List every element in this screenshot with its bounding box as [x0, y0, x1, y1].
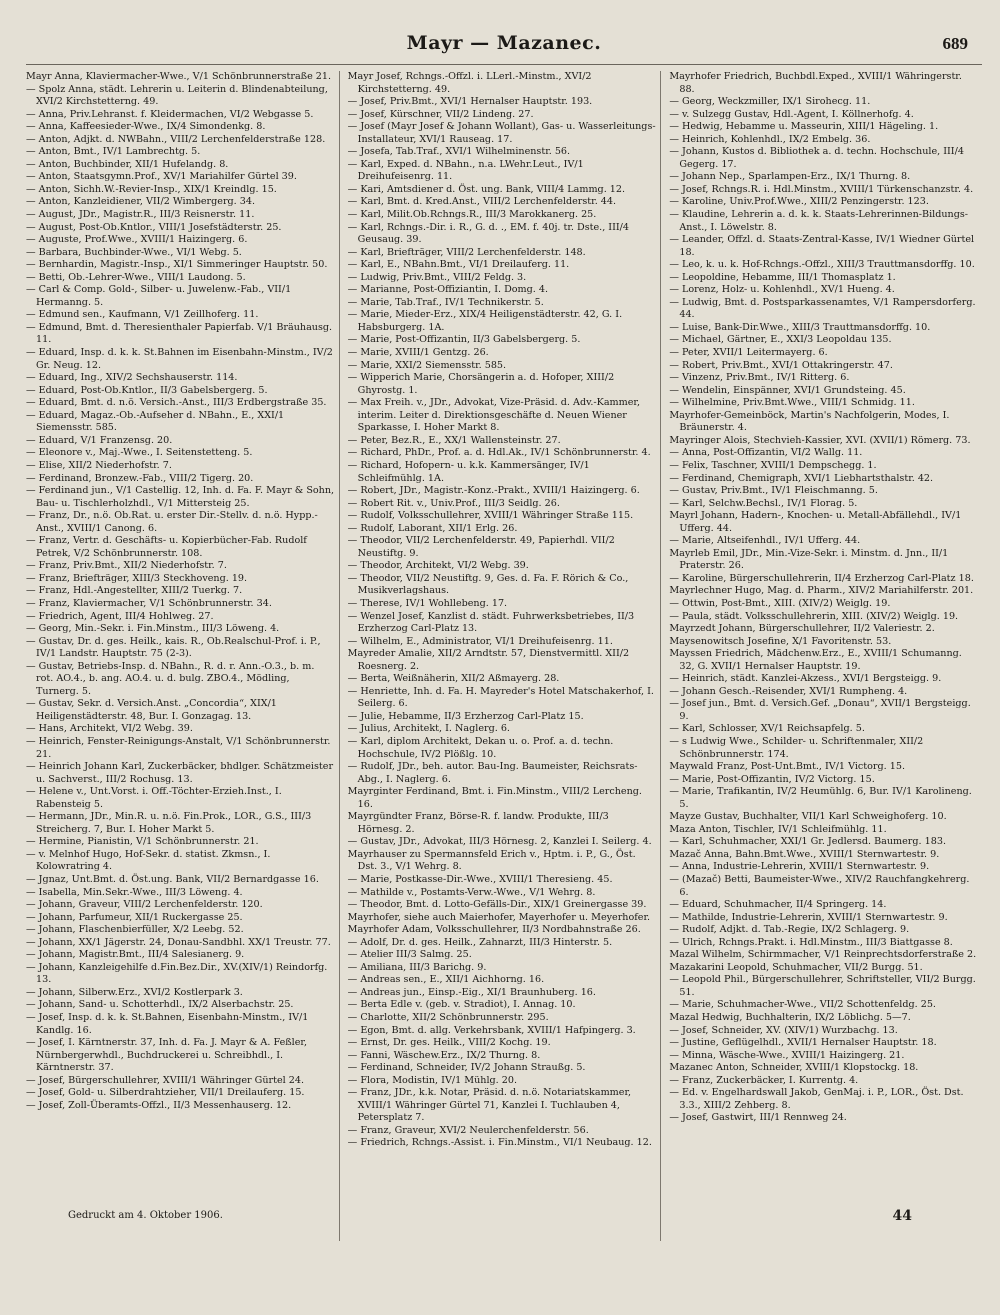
directory-entry: — Johann, Kustos d. Bibliothek a. d. techn. Hochschule, III/4 Gegerg. 17.: [669, 146, 964, 170]
directory-entry: — Auguste, Prof.Wwe., XVIII/1 Haizingerg. 6.: [26, 234, 248, 246]
directory-entry: — Franz, Klaviermacher, V/1 Schönbrunnerstr. 34.: [26, 597, 272, 609]
directory-entry: — Luise, Bank-Dir.Wwe., XIII/3 Trauttmansdorffg. 10.: [669, 321, 931, 333]
directory-entry: — Hans, Architekt, VI/2 Webg. 39.: [26, 723, 193, 735]
directory-entry: — Anton, Sichh.W.-Revier-Insp., XIX/1 Kreindlg. 15.: [26, 183, 277, 195]
directory-entry: — Marie, XXI/2 Siemensstr. 585.: [347, 359, 507, 371]
directory-entry: — Berta, Weißnäherin, XII/2 Aßmayerg. 28.: [347, 673, 560, 685]
directory-entry: — Franz, Hdl.-Angestellter, XIII/2 Tuerkg. 7.: [26, 585, 243, 597]
directory-entry: — Charlotte, XII/2 Schönbrunnerstr. 295.: [347, 1012, 549, 1024]
directory-entry: — Klaudine, Lehrerin a. d. k. k. Staats-Lehrerinnen-Bildungs-Anst., I. Löwelstr. 8.: [669, 209, 969, 233]
directory-entry: Mayrhofer Adam, Volksschullehrer, II/3 Nordbahnstraße 26.: [347, 924, 641, 936]
directory-entry: — Anton, Adjkt. d. NWBahn., VIII/2 Lerchenfelderstraße 128.: [26, 133, 326, 145]
directory-entry: — Johann, Flaschenbierfüller, X/2 Leebg. 52.: [26, 924, 244, 936]
directory-entry: — Kari, Amtsdiener d. Öst. ung. Bank, VIII/4 Lammg. 12.: [347, 183, 626, 195]
directory-entry: — Theodor, VII/2 Neustiftg. 9, Ges. d. Fa. F. Rörich & Co., Musikverlagshaus.: [347, 572, 629, 597]
directory-entry: — (Mazač) Betti, Baumeister-Wwe., XIV/2 Rauchfangkehrerg. 6.: [669, 874, 970, 898]
directory-entry: — Josef, I. Kärntnerstr. 37, Inh. d. Fa. J. Mayr & A. Feßler, Nürnbergerwhdl., Buchdruckerei u. Schreibhdl., I. Kärntnerstr. 37.: [26, 1037, 307, 1074]
directory-entry: — Gustav, Priv.Bmt., IV/1 Fleischmanng. 5.: [669, 485, 878, 497]
directory-entry: Mazakarini Leopold, Schuhmacher, VII/2 Burgg. 51.: [669, 961, 923, 973]
directory-entry: — Josef jun., Bmt. d. Versich.Gef. „Donau“, XVII/1 Bergsteigg. 9.: [669, 698, 971, 722]
directory-entry: — Karl, E., NBahn.Bmt., VI/1 Dreilauferg. 11.: [347, 259, 570, 271]
directory-entry: — Franz, JDr., k.k. Notar, Präsid. d. n.ö. Notariatskammer, XVIII/1 Währinger Gürtel 71, Kanzlei I. Tuchlauben 4, Petersplatz 7.: [347, 1087, 632, 1124]
directory-entry: — Rudolf, Laborant, XII/1 Erlg. 26.: [347, 522, 518, 534]
directory-entry: — Ottwin, Post-Bmt., XIII. (XIV/2) Weiglg. 19.: [669, 597, 891, 609]
directory-entry: — Max Freih. v., JDr., Advokat, Vize-Präsid. d. Adv.-Kammer, interim. Leiter d. Direktionsgeschäfte d. Neuen Wiener Sparkasse, I. Hoher Markt 8.: [347, 397, 641, 434]
directory-entry: — Ludwig, Bmt. d. Postsparkassenamtes, V/1 Rampersdorferg. 44.: [669, 296, 976, 321]
column-1: [26, 71, 340, 1241]
directory-entry: — Henriette, Inh. d. Fa. H. Mayreder's Hotel Matschakerhof, I. Seilerg. 6.: [347, 685, 654, 710]
directory-entry: — Eduard, Insp. d. k. k. St.Bahnen im Eisenbahn-Minstm., IV/2 Gr. Neug. 12.: [26, 347, 333, 371]
directory-entry: Mayrlechner Hugo, Mag. d. Pharm., XIV/2 Mariahilferstr. 201.: [669, 585, 974, 597]
directory-entry: — Franz, Zuckerbäcker, I. Kurrentg. 4.: [669, 1074, 859, 1086]
directory-entry: — August, Post-Ob.Kntlor., VIII/1 Josefstädterstr. 25.: [26, 221, 282, 233]
directory-entry: — Barbara, Buchbinder-Wwe., VI/1 Webg. 5.: [26, 246, 242, 258]
directory-entry: — Marie, XVIII/1 Gentzg. 26.: [347, 347, 489, 359]
directory-entry: — Josef, Kürschner, VII/2 Lindeng. 27.: [347, 108, 534, 120]
directory-entry: — Friedrich, Rchngs.-Assist. i. Fin.Minstm., VI/1 Neubaug. 12.: [347, 1137, 652, 1149]
directory-entry: Mazanec Anton, Schneider, XVIII/1 Klopstockg. 18.: [669, 1062, 919, 1074]
directory-entry: — Wipperich Marie, Chorsängerin a. d. Hofoper, XIII/2 Ghyrostg. 1.: [347, 372, 615, 396]
directory-entry: — Bernhardin, Magistr.-Insp., XI/1 Simmeringer Hauptstr. 50.: [26, 259, 328, 271]
directory-entry: — Andreas jun., Einsp.-Eig., XI/1 Braunhuberg. 16.: [347, 986, 596, 998]
page-number: 689: [942, 34, 968, 53]
directory-entry: Mayrzedt Johann, Bürgerschullehrer, II/2 Valeriestr. 2.: [669, 623, 935, 635]
directory-entry: — Heinrich, Fenster-Reinigungs-Anstalt, V/1 Schönbrunnerstr. 21.: [26, 735, 331, 760]
directory-entry: — Eduard, Post-Ob.Kntlor., II/3 Gabelsbergerg. 5.: [26, 384, 268, 396]
directory-entry: Mayrgündter Franz, Börse-R. f. landw. Produkte, III/3 Hörnesg. 2.: [347, 811, 609, 835]
directory-entry: — Anna, Priv.Lehranst. f. Kleidermachen, VI/2 Webgasse 5.: [26, 108, 314, 120]
directory-entry: — Ed. v. Engelhardswall Jakob, GenMaj. i. P., LOR., Öst. Dst. 3.3., XIII/2 Zehberg. 8.: [669, 1087, 964, 1111]
directory-entry: — Peter, XVII/1 Leitermayerg. 6.: [669, 347, 828, 359]
directory-entry: — Georg, Weckzmiller, IX/1 Sirohecg. 11.: [669, 96, 871, 108]
directory-entry: — Mathilde, Industrie-Lehrerin, XVIII/1 Sternwartestr. 9.: [669, 911, 948, 923]
directory-entry: — Karl, Bmt. d. Kred.Anst., VIII/2 Lerchenfelderstr. 44.: [347, 196, 617, 208]
directory-entry: — Peter, Bez.R., E., XX/1 Wallensteinstr. 27.: [347, 434, 561, 446]
directory-entry: — Johann, Graveur, VIII/2 Lerchenfelderstr. 120.: [26, 899, 263, 911]
directory-entry: — Elise, XII/2 Niederhofstr. 7.: [26, 459, 172, 471]
directory-entry: — Eduard, V/1 Franzensg. 20.: [26, 434, 173, 446]
directory-entry: — Johann, Parfumeur, XII/1 Ruckergasse 25.: [26, 911, 243, 923]
directory-entry: Mayr Anna, Klaviermacher-Wwe., V/1 Schönbrunnerstraße 21.: [26, 71, 332, 82]
column-3: [669, 71, 982, 1241]
directory-entry: Mayrl Johann, Hadern-, Knochen- u. Metall-Abfällehdl., IV/1 Ufferg. 44.: [669, 510, 962, 534]
directory-entry: Mayrhauser zu Spermannsfeld Erich v., Hptm. i. P., G., Öst. Dst. 3., V/1 Wehrg. 8.: [347, 848, 636, 873]
directory-entry: — Josef, Rchngs.R. i. Hdl.Minstm., XVIII/1 Türkenschanzstr. 4.: [669, 183, 974, 195]
page-title: Mayr — Mazanec.: [406, 32, 602, 54]
directory-entry: — Ferdinand, Schneider, IV/2 Johann Straußg. 5.: [347, 1062, 586, 1074]
directory-entry: — Rudolf, Adjkt. d. Tab.-Regie, IX/2 Schlagerg. 9.: [669, 924, 910, 936]
directory-entry: — Marie, Altseifenhdl., IV/1 Ufferg. 44.: [669, 535, 861, 547]
directory-entry: — Jgnaz, Unt.Bmt. d. Öst.ung. Bank, VII/2 Bernardgasse 16.: [26, 874, 319, 885]
directory-entry: — Johann, XX/1 Jägerstr. 24, Donau-Sandbhl. XX/1 Treustr. 77.: [26, 936, 331, 948]
directory-entry: — Anton, Bmt., IV/1 Lambrechtg. 5.: [26, 146, 201, 158]
directory-entry: — August, JDr., Magistr.R., III/3 Reisnerstr. 11.: [26, 209, 255, 221]
directory-entry: — Eduard, Schuhmacher, II/4 Springerg. 14.: [669, 899, 887, 911]
directory-entry: — Leopoldine, Hebamme, III/1 Thomasplatz 1.: [669, 271, 896, 283]
directory-entry: Maysenowitsch Josefine, X/1 Favoritenstr. 53.: [669, 635, 892, 647]
directory-entry: — Anna, Post-Offizantin, VI/2 Wallg. 11.: [669, 447, 863, 459]
directory-entry: — Heinrich Johann Karl, Zuckerbäcker, bhdlger. Schätzmeister u. Sachverst., III/2 Rochusg. 13.: [26, 761, 334, 785]
directory-entry: — v. Sulzegg Gustav, Hdl.-Agent, I. Köllnerhofg. 4.: [669, 108, 914, 120]
print-date: Gedruckt am 4. Oktober 1906.: [68, 1210, 223, 1221]
directory-entry: — Richard, PhDr., Prof. a. d. Hdl.Ak., IV/1 Schönbrunnerstr. 4.: [347, 447, 651, 459]
directory-entry: — Franz, Graveur, XVI/2 Neulerchenfelderstr. 56.: [347, 1124, 589, 1136]
directory-entry: — Marie, Trafikantin, IV/2 Heumühlg. 6, Bur. IV/1 Karolineng. 5.: [669, 786, 972, 810]
directory-entry: — Gustav, Dr. d. ges. Heilk., kais. R., Ob.Realschul-Prof. i. P., IV/1 Landstr. Hauptstr. 75 (2-3).: [26, 635, 321, 660]
directory-entry: — Marianne, Post-Offiziantin, I. Domg. 4.: [347, 284, 549, 296]
directory-entry: — Johann, Sand- u. Schotterhdl., IX/2 Alserbachstr. 25.: [26, 999, 294, 1011]
directory-entry: — Atelier III/3 Salmg. 25.: [347, 949, 472, 961]
directory-entry: — Ferdinand, Chemigraph, XVI/1 Liebhartsthalstr. 42.: [669, 472, 934, 484]
directory-entry: — Gustav, JDr., Advokat, III/3 Hörnesg. 2, Kanzlei I. Seilerg. 4.: [347, 836, 652, 848]
directory-entry: — Karl, Schlosser, XV/1 Reichsapfelg. 5.: [669, 723, 865, 735]
directory-entry: Mayrginter Ferdinand, Bmt. i. Fin.Minstm., VIII/2 Lercheng. 16.: [347, 786, 642, 810]
directory-entry: — Andreas sen., E., XII/1 Aichhorng. 16.: [347, 974, 545, 986]
directory-entry: — Eduard, Magaz.-Ob.-Aufseher d. NBahn., E., XXI/1 Siemensstr. 585.: [26, 409, 285, 434]
directory-entry: Mayssen Friedrich, Mädchenw.Erz., E., XVIII/1 Schumanng. 32, G. XVII/1 Hernalser Hauptstr. 19.: [669, 648, 962, 672]
directory-entry: — Berta Edle v. (geb. v. Stradiot), I. Annag. 10.: [347, 999, 576, 1011]
directory-entry: — Karl, Schuhmacher, XXI/1 Gr. Jedlersd. Baumerg. 183.: [669, 836, 946, 848]
directory-entry: — Johann Gesch.-Reisender, XVI/1 Rumpheng. 4.: [669, 685, 908, 697]
directory-entry: — Felix, Taschner, XVIII/1 Dempschegg. 1.: [669, 459, 877, 471]
directory-entry: — Friedrich, Agent, III/4 Hohlweg. 27.: [26, 610, 214, 622]
directory-entry: — Georg, Min.-Sekr. i. Fin.Minstm., III/3 Löweng. 4.: [26, 623, 280, 635]
directory-entry: — Johann Nep., Sparlampen-Erz., IX/1 Thurng. 8.: [669, 171, 911, 183]
directory-entry: — Wilhelm, E., Administrator, VI/1 Dreihufeisenrg. 11.: [347, 635, 613, 647]
directory-entry: — Hedwig, Hebamme u. Masseurin, XIII/1 Hägeling. 1.: [669, 121, 939, 133]
directory-entry: — Hermine, Pianistin, V/1 Schönbrunnerstr. 21.: [26, 836, 259, 848]
directory-entry: — Spolz Anna, städt. Lehrerin u. Leiterin d. Blindenabteilung, XVI/2 Kirchstetterng. 49.: [26, 83, 328, 108]
directory-entry: — Rudolf, Volksschullehrer, XVIII/1 Währinger Straße 115.: [347, 510, 634, 522]
directory-entry: Mayrhofer Friedrich, Buchbdl.Exped., XVIII/1 Währingerstr. 88.: [669, 71, 962, 95]
directory-entry: — Theodor, Bmt. d. Lotto-Gefälls-Dir., XIX/1 Greinergasse 39.: [347, 899, 647, 911]
directory-entry: — Betti, Ob.-Lehrer-Wwe., VIII/1 Laudong. 5.: [26, 271, 246, 283]
directory-entry: Mazal Wilhelm, Schirmmacher, V/1 Reinprechtsdorferstraße 2.: [669, 949, 977, 961]
directory-entry: Maywald Franz, Post-Unt.Bmt., IV/1 Victorg. 15.: [669, 761, 905, 773]
directory-entry: — Egon, Bmt. d. allg. Verkehrsbank, XVIII/1 Hafpingerg. 3.: [347, 1024, 636, 1036]
directory-entry: Mayreder Amalie, XII/2 Arndtstr. 57, Dienstvermittl. XII/2 Roesnerg. 2.: [347, 648, 630, 672]
directory-entry: — Robert Rit. v., Univ.Prof., III/3 Seidlg. 26.: [347, 497, 560, 509]
directory-entry: — Josef, Zoll-Überamts-Offzl., II/3 Messenhauserg. 12.: [26, 1099, 292, 1111]
directory-entry: — Justine, Geflügelhdl., XVII/1 Hernalser Hauptstr. 18.: [669, 1037, 937, 1049]
directory-entry: — s Ludwig Wwe., Schilder- u. Schriftenmaler, XII/2 Schönbrunnerstr. 174.: [669, 735, 924, 760]
directory-entry: — Leopold Phil., Bürgerschullehrer, Schriftsteller, VII/2 Burgg. 51.: [669, 974, 976, 998]
directory-entry: — Karl, Milit.Ob.Rchngs.R., III/3 Marokkanerg. 25.: [347, 209, 597, 221]
directory-entry: — Karl, diplom Architekt, Dekan u. o. Prof. a. d. techn. Hochschule, IV/2 Plößlg. 10.: [347, 735, 614, 760]
directory-entry: — Edmund sen., Kaufmann, V/1 Zeillhoferg. 11.: [26, 309, 259, 321]
directory-entry: — Heinrich, Kohlenhdl., IX/2 Embelg. 36.: [669, 133, 871, 145]
directory-entry: — Julie, Hebamme, II/3 Erzherzog Carl-Platz 15.: [347, 710, 584, 722]
directory-entry: — Leander, Offzl. d. Staats-Zentral-Kasse, IV/1 Wiedner Gürtel 18.: [669, 234, 975, 258]
directory-entry: Mayr Josef, Rchngs.-Offzl. i. LLerl.-Minstm., XVI/2 Kirchstetterng. 49.: [347, 71, 592, 95]
page-footer: [26, 1208, 982, 1238]
directory-entry: — Ludwig, Priv.Bmt., VIII/2 Feldg. 3.: [347, 271, 527, 283]
directory-entry: — Eduard, Ing., XIV/2 Sechshauserstr. 114.: [26, 372, 238, 384]
directory-entry: — Wilhelmine, Priv.Bmt.Wwe., VIII/1 Schmidg. 11.: [669, 397, 915, 409]
directory-entry: — Michael, Gärtner, E., XXI/3 Leopoldau 135.: [669, 334, 892, 346]
directory-entry: — Anna, Kaffeesieder-Wwe., IX/4 Simondenkg. 8.: [26, 121, 266, 133]
directory-entry: — Johann, Magistr.Bmt., III/4 Salesianerg. 9.: [26, 949, 245, 961]
directory-entry: — Marie, Post-Offizantin, II/3 Gabelsbergerg. 5.: [347, 334, 581, 346]
directory-entry: — Carl & Comp. Gold-, Silber- u. Juwelenw.-Fab., VII/1 Hermanng. 5.: [26, 284, 292, 308]
directory-entry: — Paula, städt. Volksschullehrerin, XIII. (XIV/2) Weiglg. 19.: [669, 610, 959, 622]
directory-entry: — Therese, IV/1 Wohllebeng. 17.: [347, 597, 508, 609]
directory-entry: — Hermann, JDr., Min.R. u. n.ö. Fin.Prok., LOR., G.S., III/3 Streicherg. 7, Bur. I. Hoher Markt 5.: [26, 811, 312, 835]
directory-entry: — Ferdinand jun., V/1 Castellig. 12, Inh. d. Fa. F. Mayr & Sohn, Bau- u. Tischlerholzhdl., V/1 Mittersteig 25.: [26, 485, 335, 509]
directory-columns: [26, 71, 982, 1241]
directory-entry: — Josef, Gastwirt, III/1 Rennweg 24.: [669, 1112, 847, 1124]
directory-entry: — Eduard, Bmt. d. n.ö. Versich.-Anst., III/3 Erdbergstraße 35.: [26, 397, 327, 409]
directory-entry: — Marie, Postkasse-Dir.-Wwe., XVIII/1 Theresieng. 45.: [347, 874, 613, 885]
directory-entry: Mazač Anna, Bahn.Bmt.Wwe., XVIII/1 Sternwartestr. 9.: [669, 848, 940, 860]
directory-entry: Mayrhofer-Gemeinböck, Martin's Nachfolgerin, Modes, I. Bräunerstr. 4.: [669, 409, 950, 434]
directory-entry: — Adolf, Dr. d. ges. Heilk., Zahnarzt, III/3 Hinterstr. 5.: [347, 936, 613, 948]
directory-entry: — Vinzenz, Priv.Bmt., IV/1 Ritterg. 6.: [669, 372, 850, 384]
directory-entry: — Fanni, Wäschew.Erz., IX/2 Thurng. 8.: [347, 1049, 541, 1061]
page-header: [26, 26, 982, 65]
directory-entry: — Karoline, Bürgerschullehrerin, II/4 Erzherzog Carl-Platz 18.: [669, 572, 974, 584]
directory-entry: — Anton, Buchbinder, XII/1 Hufelandg. 8.: [26, 158, 229, 170]
directory-entry: — Karl, Rchngs.-Dir. i. R., G. d. ., EM. f. 40j. tr. Dste., III/4 Geusaug. 39.: [347, 221, 630, 246]
directory-entry: — Karl, Briefträger, VIII/2 Lerchenfelderstr. 148.: [347, 246, 586, 258]
directory-entry: — Mathilde v., Postamts-Verw.-Wwe., V/1 Wehrg. 8.: [347, 886, 596, 898]
directory-entry: Maza Anton, Tischler, IV/1 Schleifmühlg. 11.: [669, 823, 887, 835]
directory-entry: — Helene v., Unt.Vorst. i. Off.-Töchter-Erzieh.Inst., I. Rabensteig 5.: [26, 786, 282, 810]
directory-entry: — Minna, Wäsche-Wwe., XVIII/1 Haizingerg. 21.: [669, 1049, 905, 1061]
directory-entry: — Julius, Architekt, I. Naglerg. 6.: [347, 723, 510, 735]
directory-entry: — Marie, Post-Offizantin, IV/2 Victorg. 15.: [669, 773, 875, 785]
directory-entry: — Franz, Vertr. d. Geschäfts- u. Kopierbücher-Fab. Rudolf Petrek, V/2 Schönbrunnerstr. 108.: [26, 535, 307, 559]
directory-entry: — Anna, Industrie-Lehrerin, XVIII/1 Sternwartestr. 9.: [669, 861, 930, 873]
directory-entry: — Ferdinand, Bronzew.-Fab., VIII/2 Tigerg. 20.: [26, 472, 254, 484]
directory-entry: — Rudolf, JDr., beh. autor. Bau-Ing. Baumeister, Reichsrats-Abg., I. Naglerg. 6.: [347, 761, 638, 785]
directory-entry: — Josef, Insp. d. k. k. St.Bahnen, Eisenbahn-Minstm., IV/1 Kandlg. 16.: [26, 1012, 309, 1036]
directory-entry: Mayze Gustav, Buchhalter, VII/1 Karl Schweighoferg. 10.: [669, 811, 947, 823]
directory-entry: Mayrleb Emil, JDr., Min.-Vize-Sekr. i. Minstm. d. Jnn., II/1 Praterstr. 26.: [669, 547, 949, 572]
sheet-number: 44: [892, 1208, 912, 1224]
directory-entry: — Amiliana, III/3 Barichg. 9.: [347, 961, 487, 973]
directory-entry: — Edmund, Bmt. d. Theresienthaler Papierfab. V/1 Bräuhausg. 11.: [26, 321, 333, 346]
directory-entry: — Flora, Modistin, IV/1 Mühlg. 20.: [347, 1074, 518, 1086]
directory-entry: — Ernst, Dr. ges. Heilk., VIII/2 Kochg. 19.: [347, 1037, 551, 1049]
directory-entry: — Josef, Priv.Bmt., XVI/1 Hernalser Hauptstr. 193.: [347, 96, 593, 108]
directory-entry: — Gustav, Betriebs-Insp. d. NBahn., R. d. r. Ann.-O.3., b. m. rot. AO.4., b. ang. AO.4. u. d. bulg. ZBO.4., Mödling, Turnerg. 5.: [26, 660, 315, 697]
directory-entry: — Josef, Schneider, XV. (XIV/1) Wurzbachg. 13.: [669, 1024, 898, 1036]
directory-entry: — v. Melnhof Hugo, Hof-Sekr. d. statist. Zkmsn., I. Kolowratring 4.: [26, 848, 271, 873]
directory-entry: — Franz, Dr., n.ö. Ob.Rat. u. erster Dir.-Stellv. d. n.ö. Hypp.-Anst., XVIII/1 Canong. 6.: [26, 510, 318, 534]
directory-entry: — Theodor, Architekt, VI/2 Webg. 39.: [347, 560, 529, 572]
directory-entry: — Johann, Silberw.Erz., XVI/2 Kostlerpark 3.: [26, 986, 243, 998]
directory-entry: Mazal Hedwig, Buchhalterin, IX/2 Löblichg. 5—7.: [669, 1012, 911, 1024]
directory-entry: — Karl, Exped. d. NBahn., n.a. LWehr.Leut., IV/1 Dreihufeisenrg. 11.: [347, 158, 584, 183]
directory-entry: — Heinrich, städt. Kanzlei-Akzess., XVI/1 Bergsteigg. 9.: [669, 673, 942, 685]
directory-entry: — Johann, Kanzleigehilfe d.Fin.Bez.Dir., XV.(XIV/1) Reindorfg. 13.: [26, 961, 328, 986]
directory-entry: — Franz, Briefträger, XIII/3 Steckhoveng. 19.: [26, 572, 248, 584]
directory-entry: — Richard, Hofopern- u. k.k. Kammersänger, IV/1 Schleifmühlg. 1A.: [347, 459, 590, 484]
directory-entry: — Karoline, Univ.Prof.Wwe., XIII/2 Penzingerstr. 123.: [669, 196, 929, 208]
directory-entry: — Josef, Bürgerschullehrer, XVIII/1 Währinger Gürtel 24.: [26, 1074, 304, 1086]
directory-entry: — Eleonore v., Maj.-Wwe., I. Seitenstetteng. 5.: [26, 447, 253, 459]
directory-entry: — Josefa, Tab.Traf., XVI/1 Wilhelminenstr. 56.: [347, 146, 571, 158]
directory-entry: — Marie, Schuhmacher-Wwe., VII/2 Schottenfeldg. 25.: [669, 999, 936, 1011]
directory-entry: — Franz, Priv.Bmt., XII/2 Niederhofstr. 7.: [26, 560, 227, 572]
directory-entry: Mayrhofer, siehe auch Maierhofer, Mayerhofer u. Meyerhofer.: [347, 911, 651, 923]
directory-entry: — Anton, Staatsgymn.Prof., XV/1 Mariahilfer Gürtel 39.: [26, 171, 297, 183]
directory-entry: — Wenzel Josef, Kanzlist d. städt. Fuhrwerksbetriebes, II/3 Erzherzog Carl-Platz 13.: [347, 610, 635, 635]
directory-entry: — Leo, k. u. k. Hof-Rchngs.-Offzl., XIII/3 Trauttmansdorffg. 10.: [669, 259, 975, 271]
directory-entry: — Wendelin, Einspänner, XVI/1 Grundsteing. 45.: [669, 384, 906, 396]
column-2: [348, 71, 662, 1241]
directory-entry: — Karl, Selchw.Bechsl., IV/1 Florag. 5.: [669, 497, 858, 509]
directory-entry: — Robert, JDr., Magistr.-Konz.-Prakt., XVIII/1 Haizingerg. 6.: [347, 485, 640, 497]
directory-entry: — Anton, Kanzleidiener, VII/2 Wimbergerg. 34.: [26, 196, 256, 208]
directory-entry: — Marie, Mieder-Erz., XIX/4 Heiligenstädterstr. 42, G. I. Habsburgerg. 1A.: [347, 309, 623, 333]
directory-entry: — Josef (Mayr Josef & Johann Wollant), Gas- u. Wasserleitungs-Installateur, XVI/1 Rauseag. 17.: [347, 121, 656, 145]
directory-entry: — Gustav, Sekr. d. Versich.Anst. „Concordia“, XIX/1 Heiligenstädterstr. 48, Bur. I. Gonzagag. 13.: [26, 698, 277, 722]
directory-entry: — Marie, Tab.Traf., IV/1 Technikerstr. 5.: [347, 296, 544, 308]
directory-entry: — Robert, Priv.Bmt., XVI/1 Ottakringerstr. 47.: [669, 359, 893, 371]
directory-entry: Mayringer Alois, Stechvieh-Kassier, XVI. (XVII/1) Römerg. 73.: [669, 434, 971, 446]
directory-entry: — Ulrich, Rchngs.Prakt. i. Hdl.Minstm., III/3 Biattgasse 8.: [669, 936, 953, 948]
directory-entry: — Isabella, Min.Sekr.-Wwe., III/3 Löweng. 4.: [26, 886, 243, 898]
directory-entry: — Lorenz, Holz- u. Kohlenhdl., XV/1 Hueng. 4.: [669, 284, 895, 296]
directory-entry: — Theodor, VII/2 Lerchenfelderstr. 49, Papierhdl. VII/2 Neustiftg. 9.: [347, 535, 615, 559]
directory-entry: — Josef, Gold- u. Silberdrahtzieher, VII/1 Dreilauferg. 15.: [26, 1087, 305, 1099]
